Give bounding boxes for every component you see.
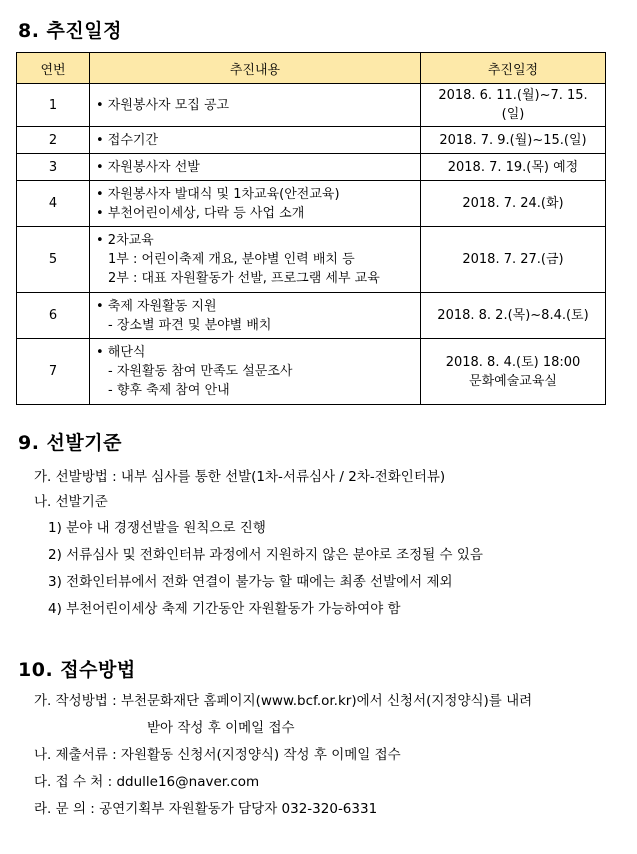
content-line: 2부 : 대표 자원활동가 선발, 프로그램 세부 교육 [108,271,380,286]
table-row [17,181,606,227]
row-date: 2018. 7. 19.(목) 예정 [421,154,606,181]
content-line: - 자원활동 참여 만족도 설문조사 [108,364,293,379]
row-no: 1 [17,84,90,127]
content-line: - 향후 축제 참여 안내 [108,383,230,398]
row-date: 2018. 7. 9.(월)~15.(일) [421,127,606,154]
table-row [17,339,606,405]
table-row [17,127,606,154]
criteria-item: 2) 서류심사 및 전화인터뷰 과정에서 지원하지 않은 분야로 조정될 수 있음 [48,547,483,563]
row-content [90,127,421,154]
section-8-title: 8. 추진일정 [18,20,122,42]
apply-method-cont: 받아 작성 후 이메일 접수 [147,720,295,736]
row-content [90,181,421,227]
content-line: • 2차교육 [96,233,154,248]
row-date: 2018. 7. 24.(화) [421,181,606,227]
selection-criteria-label: 나. 선발기준 [34,494,108,510]
apply-method: 가. 작성방법 : 부천문화재단 홈페이지(www.bcf.or.kr)에서 신청서(지정양식)를 내려 [34,693,533,709]
row-no: 3 [17,154,90,181]
row-no: 6 [17,293,90,339]
criteria-item: 1) 분야 내 경쟁선발을 원칙으로 진행 [48,520,266,536]
selection-method: 가. 선발방법 : 내부 심사를 통한 선발(1차-서류심사 / 2차-전화인터뷰) [34,469,446,485]
row-no: 7 [17,339,90,405]
date-line: 2018. 8. 4.(토) 18:00 [445,354,581,370]
table-row [17,293,606,339]
content-line: • 자원봉사자 선발 [96,159,200,175]
content-line: • 부천어린이세상, 다락 등 사업 소개 [96,205,305,221]
content-line: • 접수기간 [96,132,159,148]
table-row [17,227,606,293]
row-no: 4 [17,181,90,227]
criteria-item: 3) 전화인터뷰에서 전화 연결이 불가능 할 때에는 최종 선발에서 제외 [48,574,453,590]
content-line: • 자원봉사자 발대식 및 1차교육(안전교육) [96,186,340,202]
row-content [90,227,421,293]
header-content: 추진내용 [90,53,421,84]
contact: 라. 문 의 : 공연기획부 자원활동가 담당자 032-320-6331 [34,801,378,817]
row-date: 2018. 6. 11.(월)~7. 15.(일) [421,84,606,127]
row-date: 2018. 7. 27.(금) [421,227,606,293]
table-header-row [17,53,606,84]
row-date: 2018. 8. 2.(목)~8.4.(토) [421,293,606,339]
table-row [17,84,606,127]
row-content [90,154,421,181]
row-content [90,339,421,405]
criteria-item: 4) 부천어린이세상 축제 기간동안 자원활동가 가능하여야 함 [48,601,401,617]
content-line: • 자원봉사자 모집 공고 [96,97,230,113]
table-row [17,154,606,181]
content-line: • 축제 자원활동 지원 [96,298,217,314]
row-no: 2 [17,127,90,154]
header-no: 연번 [17,53,90,84]
date-line: 문화예술교육실 [469,373,557,389]
row-no: 5 [17,227,90,293]
content-line: • 해단식 [96,345,146,360]
schedule-table [16,52,606,405]
row-content [90,293,421,339]
section-9-title: 9. 선발기준 [18,432,122,454]
submission-email: 다. 접 수 처 : ddulle16@naver.com [34,774,260,790]
documents: 나. 제출서류 : 자원활동 신청서(지정양식) 작성 후 이메일 접수 [34,747,401,763]
section-10-title: 10. 접수방법 [18,659,136,681]
header-date: 추진일정 [421,53,606,84]
row-content [90,84,421,127]
content-line: 1부 : 어린이축제 개요, 분야별 인력 배치 등 [108,252,355,267]
content-line: - 장소별 파견 및 분야별 배치 [108,317,272,333]
row-date [421,339,606,405]
